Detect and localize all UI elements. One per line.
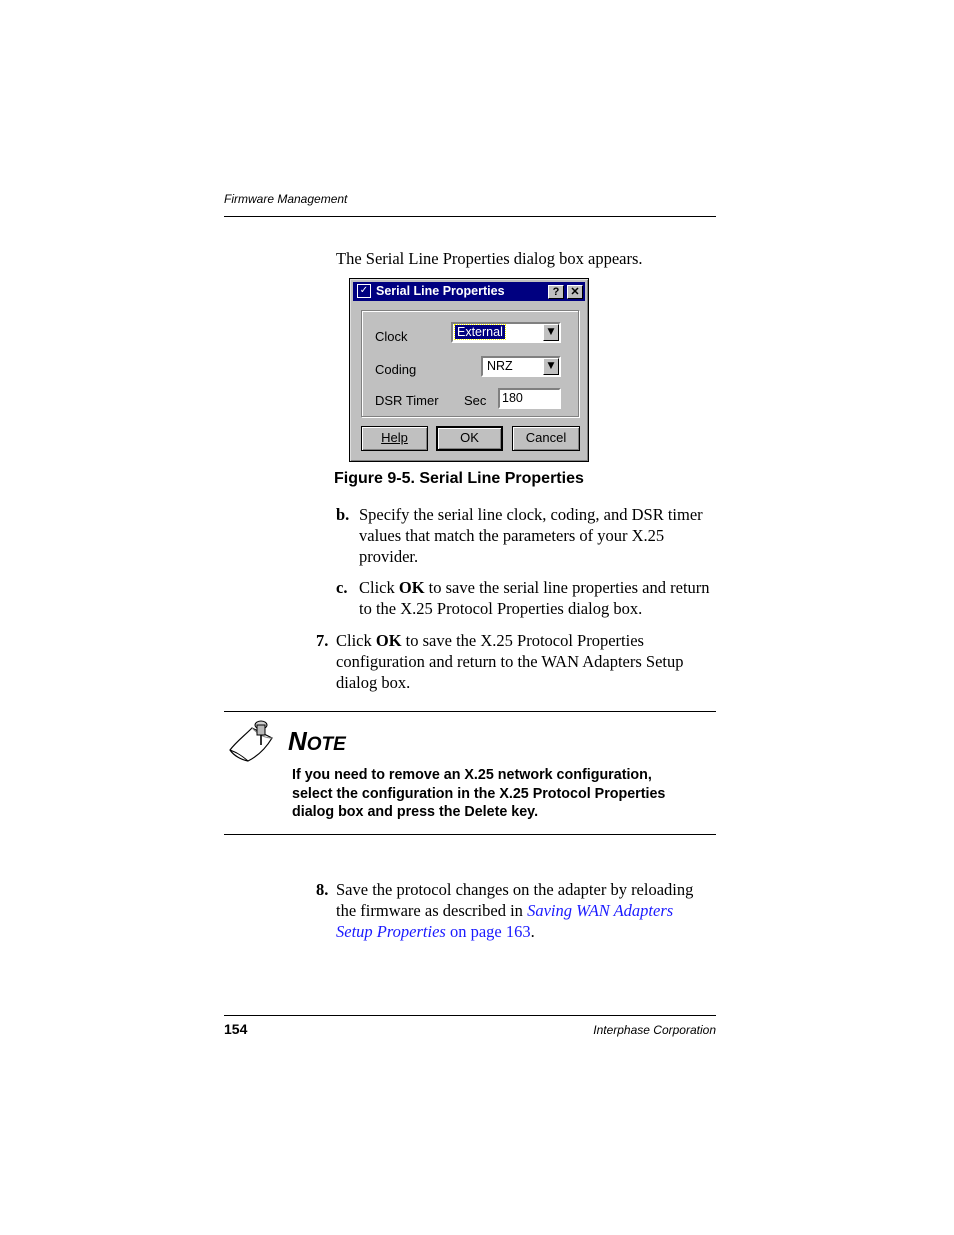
note-line: If you need to remove an X.25 network configuration,	[292, 767, 652, 783]
step-7-line: Click OK to save the X.25 Protocol Properties	[336, 631, 644, 650]
ok-keyword: OK	[375, 631, 402, 650]
dialog-titlebar	[353, 282, 585, 301]
saving-wan-link[interactable]: Saving WAN Adapters	[527, 901, 674, 920]
coding-label: Coding	[375, 362, 417, 377]
note-paper-icon	[226, 716, 278, 764]
help-button-label: Help	[381, 430, 408, 445]
company-name: Interphase Corporation	[593, 1023, 716, 1037]
coding-select[interactable]	[481, 356, 561, 377]
step-7-line: dialog box.	[336, 673, 411, 692]
header-rule	[224, 216, 716, 217]
clock-select[interactable]	[451, 322, 561, 343]
cancel-button[interactable]: Cancel	[512, 426, 580, 451]
sec-label: Sec	[464, 393, 487, 408]
coding-value: NRZ	[487, 359, 513, 373]
page-ref-link[interactable]: on page 163	[445, 922, 531, 941]
dsr-timer-input[interactable]: 180	[498, 388, 561, 409]
ok-keyword: OK	[398, 578, 425, 597]
page-number: 154	[224, 1021, 248, 1037]
dialog-app-icon: ✓	[357, 284, 371, 298]
step-8-number: 8.	[316, 880, 329, 899]
step-7-line: configuration and return to the WAN Adapters Setup	[336, 652, 684, 671]
step-8-line: Setup Properties on page 163.	[336, 922, 535, 941]
footer-rule	[224, 1015, 716, 1016]
clock-label: Clock	[375, 329, 408, 344]
chevron-down-icon[interactable]: ▼	[543, 324, 559, 341]
intro-paragraph: The Serial Line Properties dialog box appears.	[336, 249, 643, 268]
note-line: dialog box and press the Delete key.	[292, 804, 539, 820]
note-bottom-rule	[224, 834, 716, 835]
step-b-line: provider.	[359, 547, 419, 566]
note-line: select the configuration in the X.25 Protocol Properties	[292, 785, 666, 802]
note-title: NOTE	[288, 726, 346, 756]
chevron-down-icon[interactable]: ▼	[543, 358, 559, 375]
close-icon[interactable]: ✕	[567, 285, 583, 299]
figure-caption: Figure 9-5. Serial Line Properties	[334, 470, 584, 487]
clock-value: External	[457, 325, 503, 339]
step-b-line: Specify the serial line clock, coding, and DSR timer	[359, 505, 703, 524]
dialog-title: Serial Line Properties	[376, 284, 505, 298]
step-c-number: c.	[336, 578, 348, 597]
running-header: Firmware Management	[224, 192, 348, 206]
note-top-rule	[224, 711, 716, 712]
setup-properties-link[interactable]: Setup Properties	[336, 922, 446, 941]
step-8-line: Save the protocol changes on the adapter by reloading	[336, 880, 694, 899]
serial-line-properties-dialog	[349, 278, 589, 462]
step-7-number: 7.	[316, 631, 329, 650]
step-b-number: b.	[336, 505, 350, 524]
step-c-line: Click OK to save the serial line properties and return	[359, 578, 710, 597]
dsr-timer-label: DSR Timer	[375, 393, 439, 408]
ok-button[interactable]: OK	[436, 426, 503, 451]
step-8-line: the firmware as described in Saving WAN Adapters	[336, 901, 674, 920]
help-button[interactable]	[361, 426, 428, 451]
note-body	[292, 766, 712, 822]
help-title-button[interactable]: ?	[548, 285, 564, 299]
step-b-line: values that match the parameters of your X.25	[359, 526, 665, 545]
step-c-line: to the X.25 Protocol Properties dialog box.	[359, 599, 643, 618]
